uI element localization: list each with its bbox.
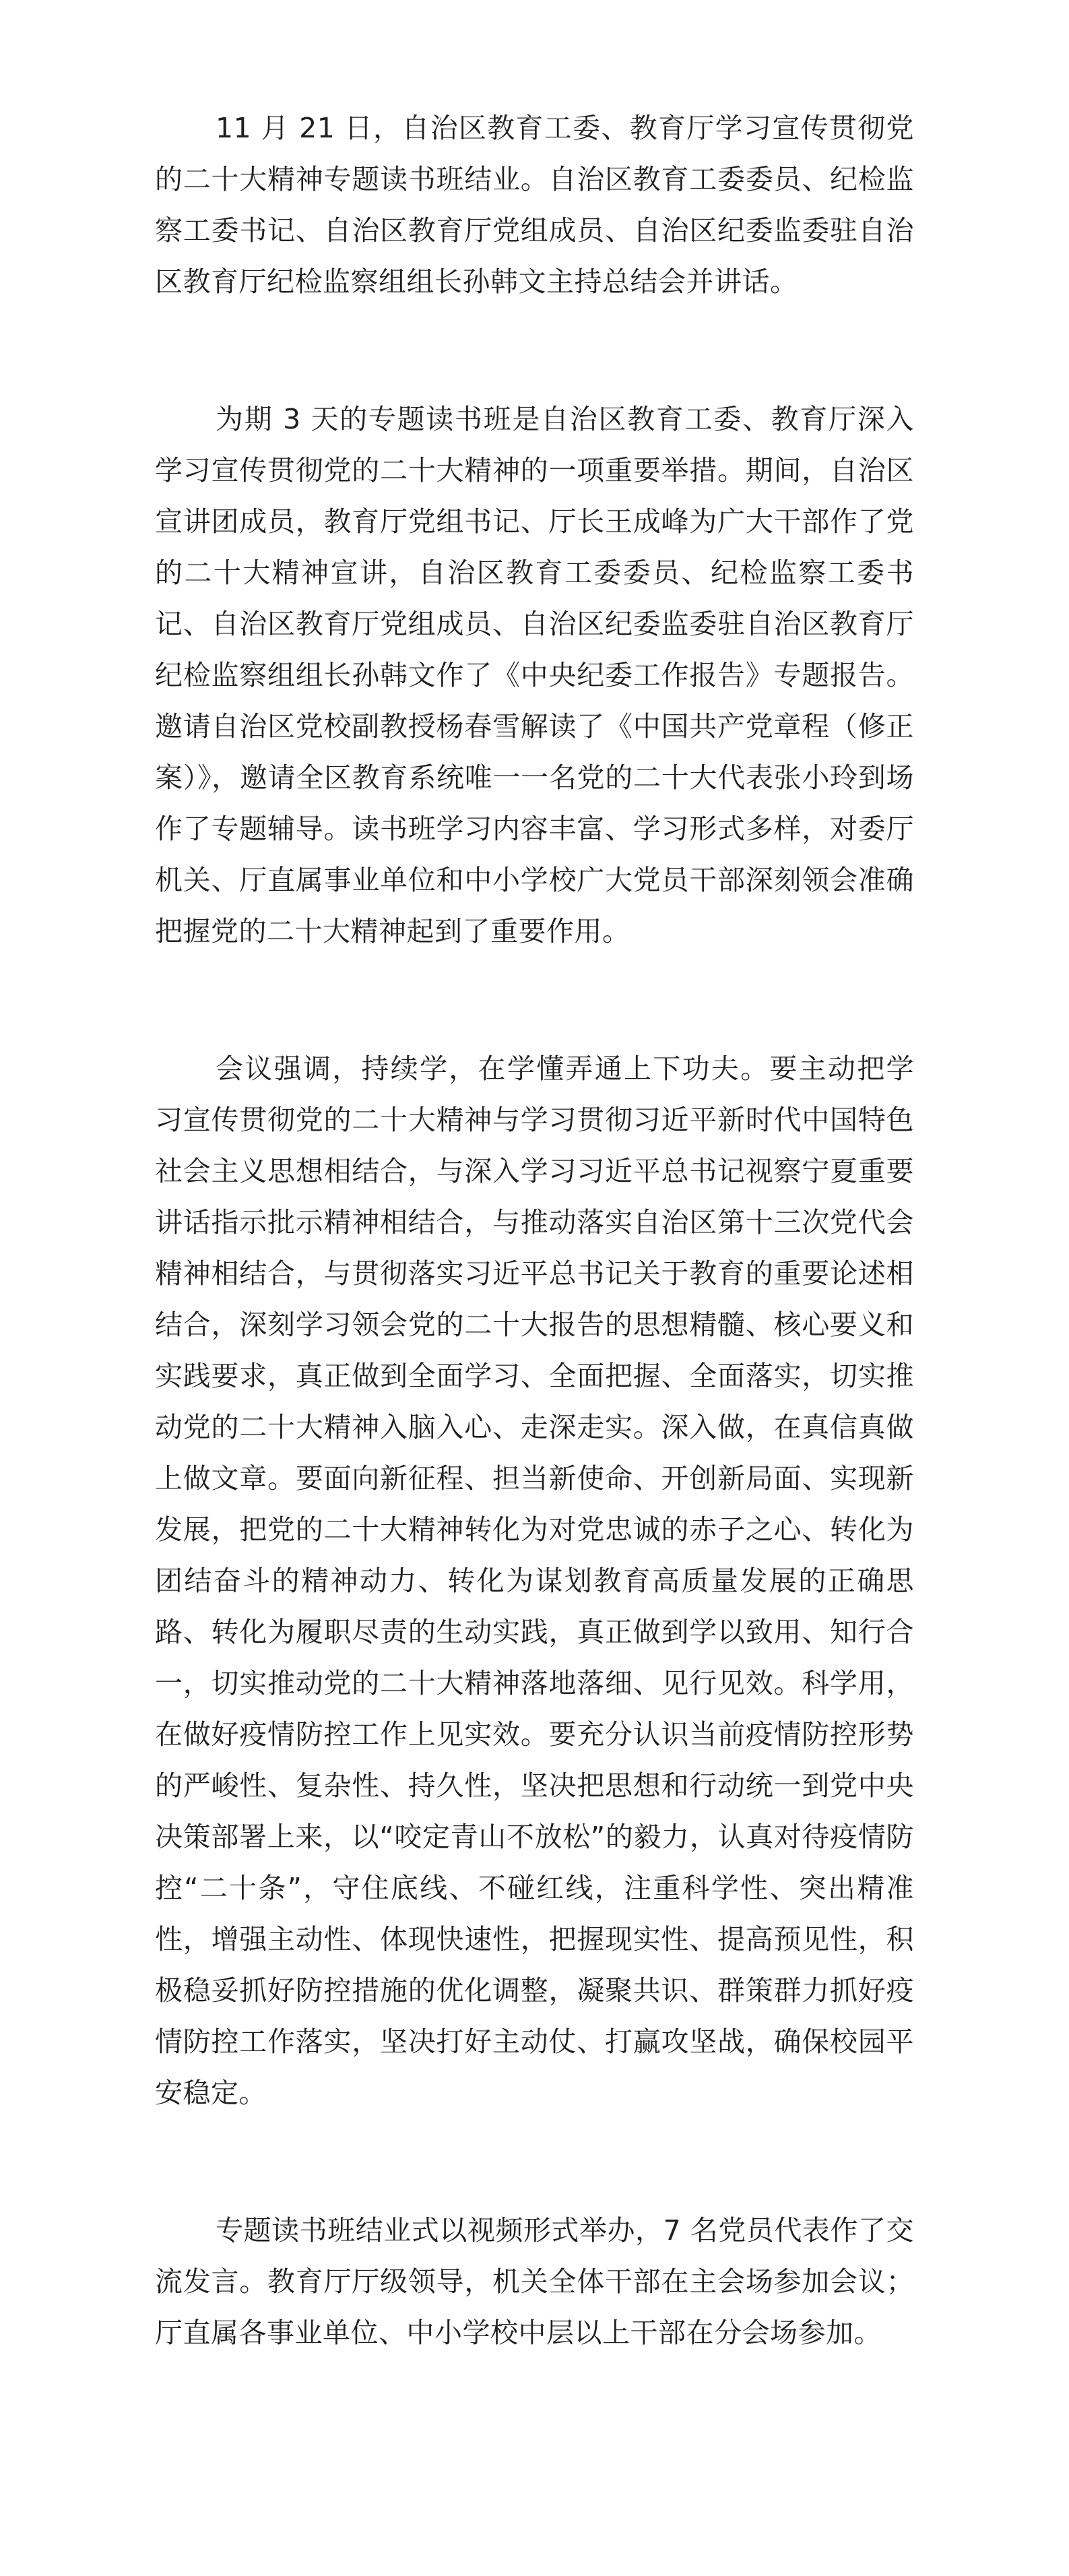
paragraph-meeting-emphasis: 会议强调，持续学，在学懂弄通上下功夫。要主动把学习宣传贯彻党的二十大精神与学习贯彻习近平新时代中国特色社会主义思想相结合，与深入学习习近平总书记视察宁夏重要讲话指示批示精神相结合，与推动落实自治区第十三次党代会精神相结合，与贯彻落实习近平总书记关于教育的重要论述相结合，深刻学习领会党的二十大报告的思想精髓、核心要义和实践要求，真正做到全面学习、全面把握、全面落实，切实推动党的二十大精神入脑入心、走深走实。深入做，在真信真做上做文章。要面向新征程、担当新使命、开创新局面、实现新发展，把党的二十大精神转化为对党忠诚的赤子之心、转化为团结奋斗的精神动力、转化为谋划教育高质量发展的正确思路、转化为履职尽责的生动实践，真正做到学以致用、知行合一，切实推动党的二十大精神落地落细、见行见效。科学用，在做好疫情防控工作上见实效。要充分认识当前疫情防控形势的严峻性、复杂性、持久性，坚决把思想和行动统一到党中央决策部署上来，以“咬定青山不放松”的毅力，认真对待疫情防控“二十条”，守住底线、不碰红线，注重科学性、突出精准性，增强主动性、体现快速性，把握现实性、提高预见性，积极稳妥抓好防控措施的优化调整，凝聚共识、群策群力抓好疫情防控工作落实，坚决打好主动仗、打赢攻坚战，确保校园平安稳定。 bbox=[155, 1053, 914, 2109]
paragraph-study-class-overview: 为期 3 天的专题读书班是自治区教育工委、教育厅深入学习宣传贯彻党的二十大精神的一项重要举措。期间，自治区宣讲团成员，教育厅党组书记、厅长王成峰为广大干部作了党的二十大精神宣讲，自治区教育工委委员、纪检监察工委书记、自治区教育厅党组成员、自治区纪委监委驻自治区教育厅纪检监察组组长孙韩文作了《中央纪委工作报告》专题报告。邀请自治区党校副教授杨春雪解读了《中国共产党章程（修正案）》，邀请全区教育系统唯一一名党的二十大代表张小玲到场作了专题辅导。读书班学习内容丰富、学习形式多样，对委厅机关、厅直属事业单位和中小学校广大党员干部深刻领会准确把握党的二十大精神起到了重要作用。 bbox=[155, 403, 914, 947]
paragraph-closing-ceremony: 11 月 21 日，自治区教育工委、教育厅学习宣传贯彻党的二十大精神专题读书班结业。自治区教育工委委员、纪检监察工委书记、自治区教育厅党组成员、自治区纪委监委驻自治区教育厅纪检监察组组长孙韩文主持总结会并讲话。 bbox=[155, 112, 914, 298]
paragraph-video-format: 专题读书班结业式以视频形式举办，7 名党员代表作了交流发言。教育厅厅级领导，机关全体干部在主会场参加会议；厅直属各事业单位、中小学校中层以上干部在分会场参加。 bbox=[155, 2214, 914, 2349]
